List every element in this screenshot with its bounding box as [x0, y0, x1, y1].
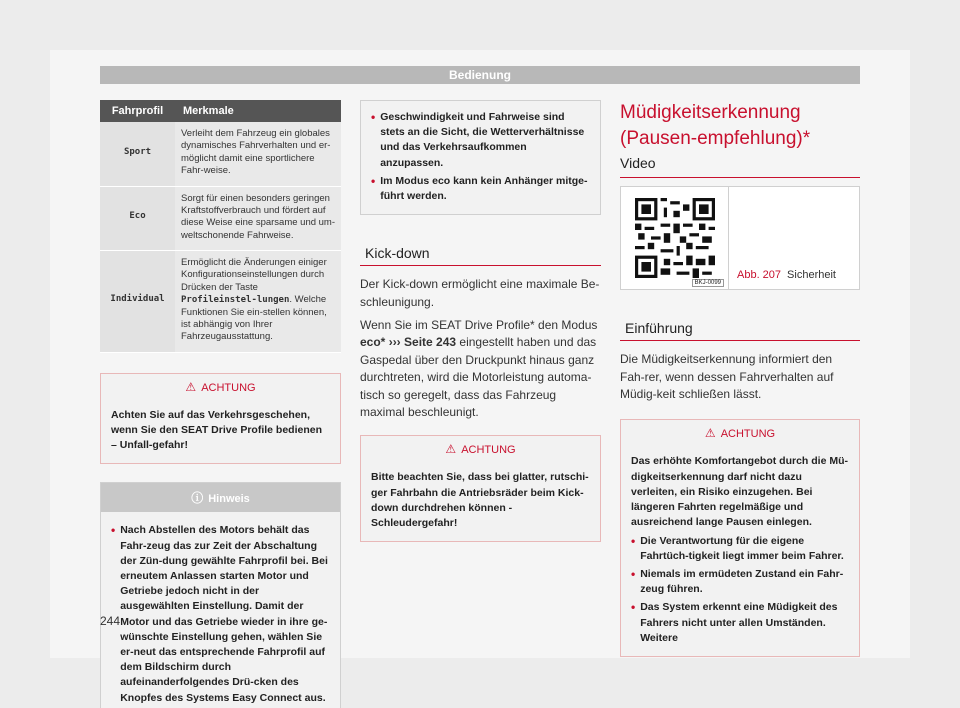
kickdown-text: Der Kick-down ermöglicht eine maximale Be-schleunigung. Wenn Sie im SEAT Drive Profile* den Modus eco* ››› Seite 243 eingestellt haben und das Gaspedal über den Druckpunkt hinaus ganz durchtreten, wird die Motorleistung automa-tisch so geregelt, dass das Fahrzeug maximal beschleunigt. [360, 277, 600, 420]
warning-box [100, 373, 341, 465]
desc-text: Ermöglicht die Änderungen einiger Konfigurationseinstellungen durch Drücken der Taste [181, 256, 327, 293]
page-number: 244 [100, 614, 121, 628]
warning-text: Bitte beachten Sie, dass bei glatter, rutschi-ger Fahrbahn die Antriebsräder beim Kick-down durchdrehen können - Schleudergefahr! [371, 471, 589, 530]
profile-name: Eco [100, 186, 175, 250]
list-item: • Niemals im ermüdeten Zustand ein Fahr-zeug führen. [631, 566, 844, 596]
hint-title: ⓘ Hinweis [101, 483, 340, 512]
profiles-table [100, 100, 341, 353]
figure-caption-text: Sicherheit [787, 269, 836, 282]
figure-number: Abb. 207 [737, 269, 782, 282]
warning-text: Das erhöhte Komfortangebot durch die Mü-digkeitserkennung darf nicht dazu verleiten, ein Risiko einzugehen. Bei längeren Fahrten regelmäßige und ausreichend lange Pausen einlegen. [631, 455, 849, 529]
list-item: • Das System erkennt eine Müdigkeit des Fahrers nicht unter allen Umständen. Weitere [631, 600, 838, 644]
figure-code: BKJ-0099 [692, 279, 724, 287]
warning-icon: ⚠ [445, 442, 457, 457]
intro-text: Die Müdigkeitserkennung informiert den Fah-rer, wenn dessen Fahrverhalten auf Müdig-keit schließen lässt. [620, 352, 834, 402]
section-title: Kick-down [360, 245, 601, 266]
page-title: Müdigkeitserkennung (Pausen-empfehlung)* [620, 102, 811, 149]
warning-icon: ⚠ [185, 379, 197, 394]
table-row [100, 186, 341, 250]
column-left [100, 100, 341, 708]
table-header-profile: Fahrprofil [100, 100, 175, 122]
warning-title: ⚠ ACHTUNG [445, 442, 516, 457]
page-reference: ››› Seite 243 [385, 335, 457, 350]
table-header-features: Merkmale [175, 100, 341, 122]
qr-code[interactable] [621, 187, 729, 289]
profile-desc [175, 250, 341, 352]
profile-name: Sport [100, 122, 175, 186]
video-label: Video [620, 155, 860, 178]
hint-box [100, 482, 341, 708]
warning-text: Achten Sie auf das Verkehrsgeschehen, wenn Sie den SEAT Drive Profile bedienen – Unfall-gefahr! [111, 408, 323, 452]
button-name: Profileinstel-lungen [181, 294, 290, 305]
profile-desc: Sorgt für einen besonders geringen Kraftstoffverbrauch und fördert auf diese Weise eine sparsame und um-weltschonende Fahrweise. [175, 186, 341, 250]
warning-box [360, 435, 601, 542]
list-item: • Im Modus eco kann kein Anhänger mitge-führt werden. [371, 173, 588, 203]
figure [620, 186, 860, 290]
qr-code-icon [635, 198, 715, 278]
mode-name: eco* [360, 335, 386, 350]
warning-title: ⚠ ACHTUNG [185, 379, 256, 394]
list-item: • Nach Abstellen des Motors behält das Fahr-zeug das zur Zeit der Abschaltung der Zün-dung gewählte Fahrprofil bei. Bei erneutem Anlassen starten Motor und Getriebe jedoch nicht in der ausgewählten Einstellung. Damit der Motor und das Getriebe wieder in ihre ge-wünschte Einstellung gehen, wählen Sie er-neut das entsprechende Fahrprofil auf dem Bildschirm durch aufeinanderfolgendes Drü-cken des Knopfes des Systems Easy Connect aus. [111, 523, 328, 704]
profile-name: Individual [100, 250, 175, 352]
figure-caption [729, 187, 836, 289]
table-row [100, 250, 341, 352]
column-right [620, 100, 860, 657]
warning-title: ⚠ ACHTUNG [704, 426, 776, 441]
table-row [100, 122, 341, 186]
column-middle [360, 100, 601, 542]
section-header: Bedienung [100, 66, 860, 84]
list-item: • Die Verantwortung für die eigene Fahrtüch-tigkeit liegt immer beim Fahrer. [631, 533, 844, 562]
warning-icon: ⚠ [704, 426, 716, 441]
notes-box [360, 100, 601, 215]
profile-desc: Verleiht dem Fahrzeug ein globales dynamisches Fahrverhalten und er-möglicht damit eine sportlichere Fahr-weise. [175, 122, 341, 186]
list-item: • Geschwindigkeit und Fahrweise sind stets an die Sicht, die Wetterverhältnisse und das Verkehrsaufkommen anzupassen. [371, 110, 585, 169]
info-icon: ⓘ [191, 491, 204, 506]
desc-text: . Welche Funktionen Sie ein-stellen können, ist abhängig von Ihrer Fahrzeugausstattung. [181, 293, 327, 343]
warning-box [620, 419, 860, 657]
section-title: Einführung [620, 320, 860, 341]
